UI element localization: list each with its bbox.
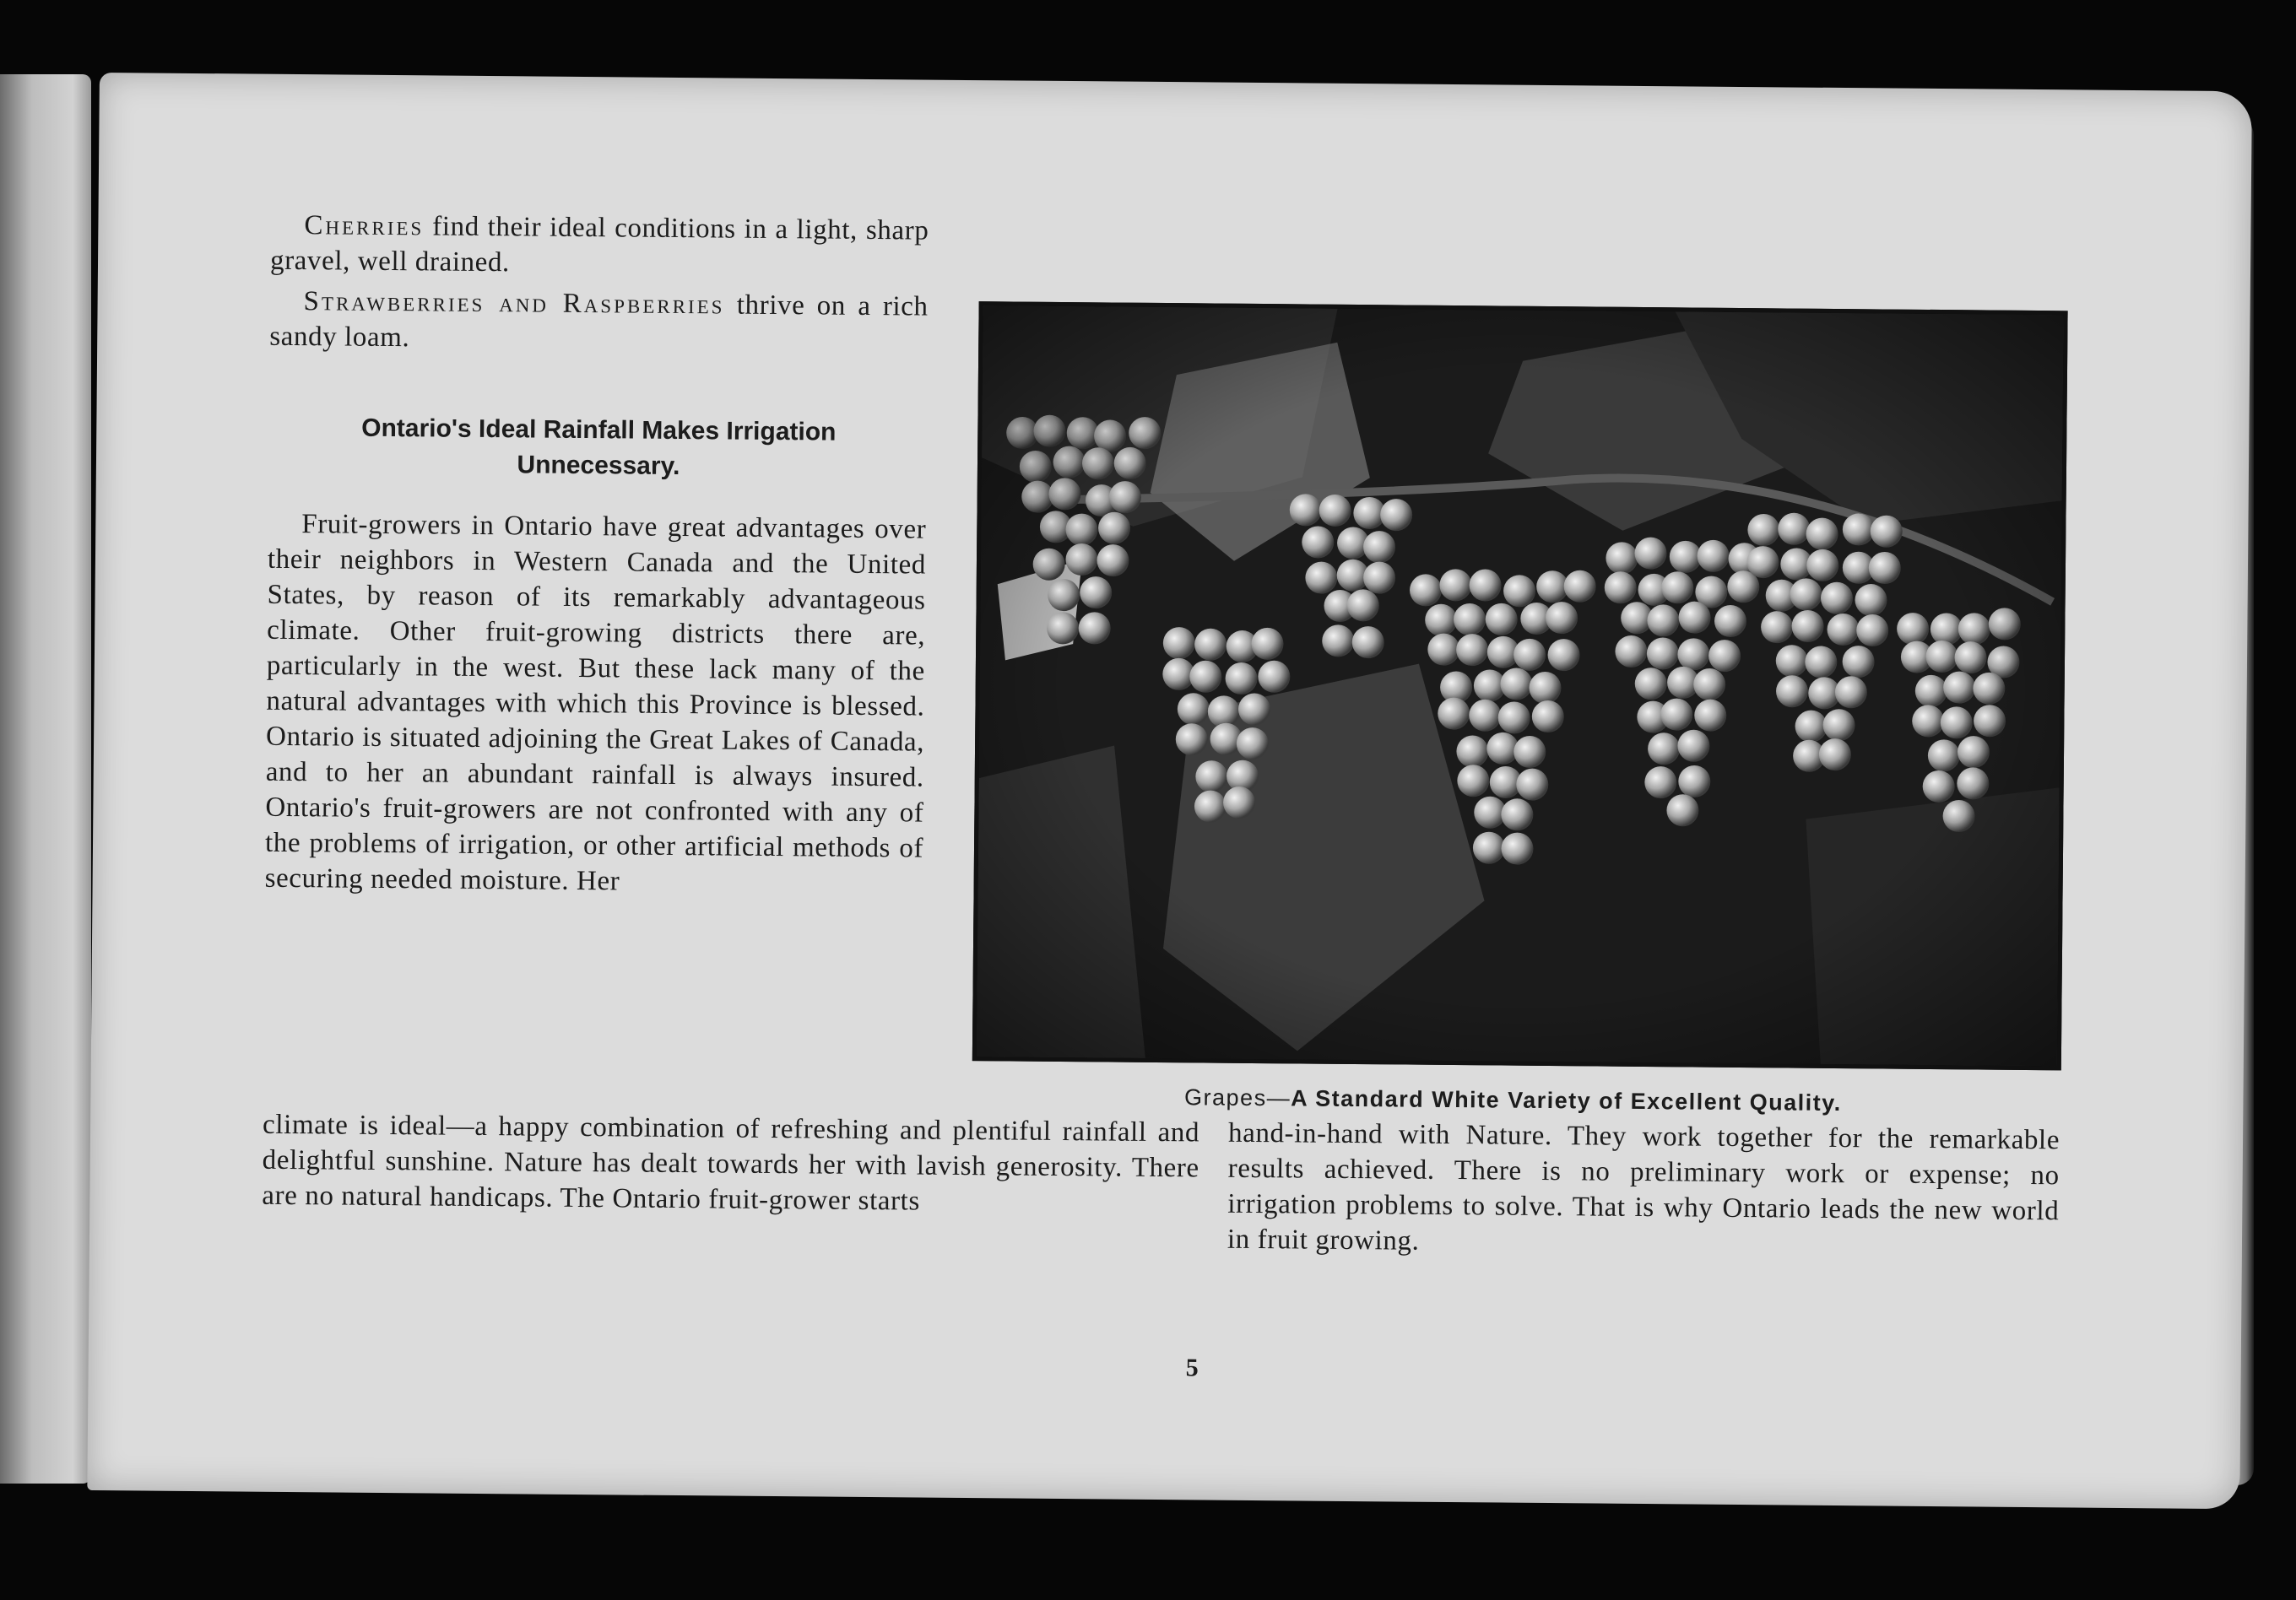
body-lower-text-2: hand-in-hand with Nature. They work together for the remarkable results achieved. There is no preliminary work or expense; no irrigation problems to solve. That is why Ontario leads the new world in fruit growing.	[1227, 1117, 2060, 1257]
berries-paragraph	[269, 284, 929, 360]
body-upper-column	[264, 506, 926, 902]
body-lower-column-1	[262, 1107, 1199, 1222]
berries-lead: Strawberries and Raspberries	[303, 286, 725, 321]
page-number: 5	[1185, 1354, 1199, 1382]
cherries-text: find their ideal conditions in a light, sharp gravel, well drained.	[269, 211, 929, 278]
cherries-paragraph	[270, 208, 929, 284]
cherries-lead: Cherries	[304, 210, 425, 242]
photo-caption	[968, 1083, 2057, 1118]
section-heading-block	[290, 410, 907, 486]
body-lower-text-1: climate is ideal—a happy combination of refreshing and plentiful rainfall and delightful sunshine. Nature has dealt towards her with lavish generosity. There are no natural handicaps. The Ontario fruit-grower starts	[262, 1109, 1200, 1217]
berries-text: thrive on a rich sandy loam.	[269, 289, 929, 354]
facing-page-edge	[0, 74, 91, 1484]
body-upper-paragraph: Fruit-growers in Ontario have great advantages over their neighbors in Western Canada and the United States, by reason of its remarkably advantageous climate. Other fruit-growing districts there are, particularly in the west. But these lack many of the natural advantages with which this Province is blessed. Ontario is situated adjoining the Great Lakes of Canada, and to her an abundant rainfall is always insured. Ontario's fruit-growers are not confronted with any of the problems of irrigation, or other artificial methods of securing needed moisture. Her	[264, 509, 927, 897]
grapes-photo-image	[977, 305, 2064, 1066]
grapes-photograph	[972, 301, 2068, 1070]
caption-prefix: Grapes—	[1183, 1084, 1292, 1111]
intro-paragraphs	[269, 208, 929, 360]
section-heading: Ontario's Ideal Rainfall Makes Irrigation Unnecessary.	[361, 414, 837, 481]
book-page	[87, 73, 2252, 1509]
caption-title: A Standard White Variety of Excellent Quality.	[1291, 1085, 1842, 1116]
body-lower-column-2	[1227, 1116, 2060, 1265]
